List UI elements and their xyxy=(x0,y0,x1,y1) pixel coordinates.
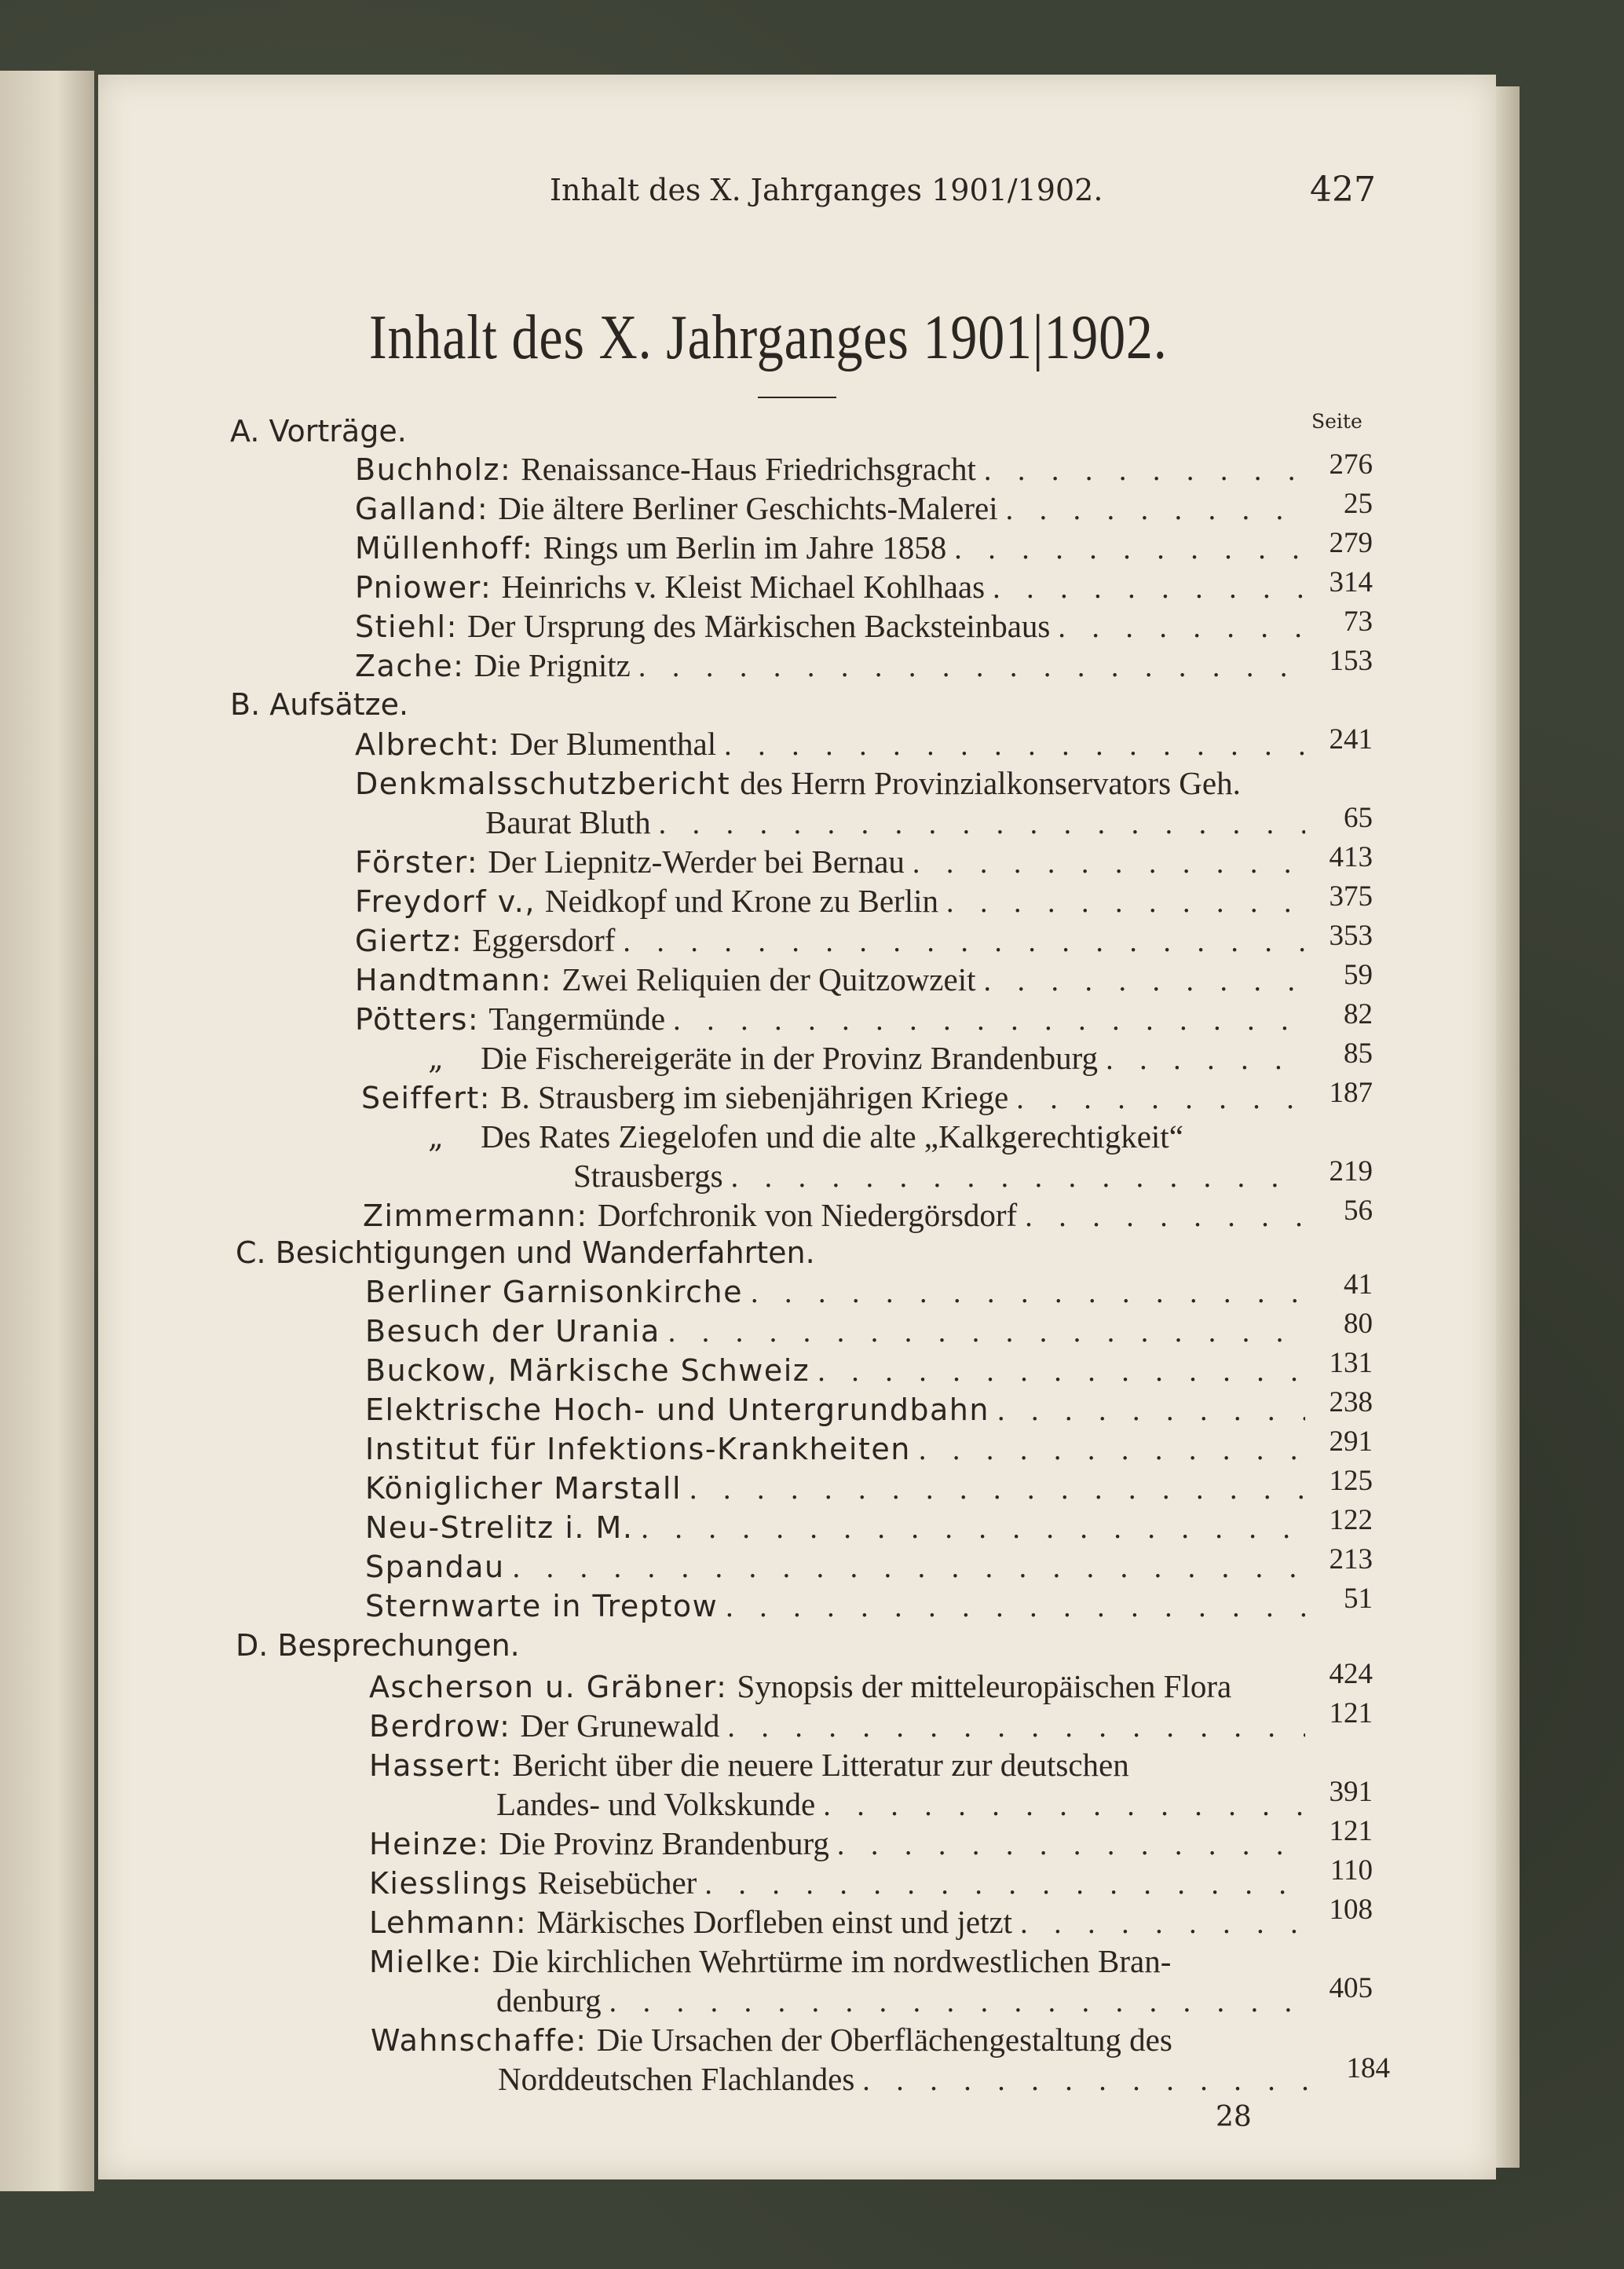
entry-title: Zwei Reliquien der Quitzowzeit xyxy=(561,961,976,997)
entry-author: Müllenhoff: xyxy=(355,531,534,565)
entry-page: 25 xyxy=(1344,488,1373,520)
toc-entry-continuation xyxy=(496,1785,1305,1828)
entry-author: Seiffert: xyxy=(361,1081,492,1115)
entry-title: Institut für Infektions-Krankheiten xyxy=(365,1432,911,1466)
leader-dots xyxy=(673,1003,1305,1038)
leader-dots xyxy=(1025,1199,1305,1234)
leader-dots xyxy=(731,1160,1305,1195)
leader-dots xyxy=(638,650,1305,684)
toc-entry xyxy=(369,1667,1329,1710)
entry-title-continuation: denburg xyxy=(496,1982,602,2018)
toc-entry xyxy=(355,607,1305,650)
running-header: Inhalt des X. Jahrganges 1901/1902. xyxy=(550,173,1103,207)
entry-page: 184 xyxy=(1346,2052,1390,2084)
leader-dots xyxy=(609,1985,1305,2019)
section-heading-b: B. Aufsätze. xyxy=(230,687,409,722)
entry-page: 73 xyxy=(1344,606,1373,638)
entry-title: Renaissance-Haus Friedrichsgracht xyxy=(521,451,976,487)
section-heading-d: D. Besprechungen. xyxy=(236,1628,520,1663)
entry-title: Die kirchlichen Wehrtürme im nordwestlichen Bran- xyxy=(492,1943,1172,1979)
leader-dots xyxy=(997,1393,1305,1428)
entry-title: Die Provinz Brandenburg xyxy=(499,1825,829,1861)
entry-author: Denkmalsschutzbericht xyxy=(355,767,731,801)
leader-dots xyxy=(954,532,1305,566)
entry-page: 405 xyxy=(1329,1972,1373,2004)
toc-entry xyxy=(355,764,1305,807)
entry-title: Berliner Garnisonkirche xyxy=(365,1275,744,1309)
toc-entry xyxy=(365,1550,1305,1592)
section-heading-a: A. Vorträge. xyxy=(230,414,407,448)
entry-title: Bericht über die neuere Litteratur zur deutschen xyxy=(512,1747,1129,1783)
entry-page: 424 xyxy=(1329,1658,1373,1690)
leader-dots xyxy=(946,885,1305,920)
toc-entry xyxy=(355,843,1305,885)
entry-page: 353 xyxy=(1329,920,1373,952)
entry-page: 391 xyxy=(1329,1776,1373,1808)
entry-title-continuation: Norddeutschen Flachlandes xyxy=(498,2061,855,2097)
leader-dots xyxy=(1106,1042,1305,1077)
entry-author: Freydorf v., xyxy=(355,884,536,919)
toc-entry xyxy=(355,646,1305,689)
ditto-mark: „ xyxy=(428,1041,444,1076)
entry-page: 291 xyxy=(1329,1425,1373,1458)
entry-page: 82 xyxy=(1344,998,1373,1030)
leader-dots xyxy=(817,1354,1305,1389)
toc-entry xyxy=(365,1432,1305,1474)
toc-entry xyxy=(369,1707,1305,1749)
left-page-edge xyxy=(0,71,94,2191)
toc-entry xyxy=(355,529,1305,571)
entry-title-continuation: Strausbergs xyxy=(573,1158,723,1194)
leader-dots xyxy=(862,2063,1329,2098)
entry-page: 41 xyxy=(1344,1268,1373,1301)
entry-title: Der Grunewald xyxy=(520,1707,720,1744)
signature-mark: 28 xyxy=(1216,2101,1252,2133)
entry-title: Die Fischereigeräte in der Provinz Brandenburg xyxy=(481,1040,1099,1076)
leader-dots xyxy=(837,1828,1305,1862)
entry-title: Märkisches Dorfleben einst und jetzt xyxy=(536,1904,1013,1940)
entry-author: Heinze: xyxy=(369,1827,490,1861)
entry-title: Die Ursachen der Oberflächengestaltung des xyxy=(596,2022,1172,2058)
entry-title: Der Ursprung des Märkischen Backsteinbaus xyxy=(467,608,1051,644)
entry-title: Synopsis der mitteleuropäischen Flora xyxy=(737,1668,1232,1704)
entry-title-continuation: Landes- und Volkskunde xyxy=(496,1786,816,1822)
entry-page: 59 xyxy=(1344,959,1373,991)
entry-page: 314 xyxy=(1329,566,1373,598)
leader-dots xyxy=(993,571,1305,606)
entry-title: Des Rates Ziegelofen und die alte „Kalkgerechtigkeit“ xyxy=(481,1118,1183,1155)
toc-entry xyxy=(355,961,1305,1003)
entry-page: 110 xyxy=(1330,1854,1373,1887)
entry-title: Der Blumenthal xyxy=(510,726,717,762)
entry-page: 241 xyxy=(1329,723,1373,756)
entry-title: Eggersdorf xyxy=(472,922,616,958)
toc-entry xyxy=(369,1942,1305,1985)
entry-author: Pötters: xyxy=(355,1002,480,1037)
toc-entry-continuation xyxy=(485,803,1305,846)
toc-entry xyxy=(365,1589,1305,1631)
entry-author: Zimmermann: xyxy=(363,1199,588,1233)
toc-entry xyxy=(355,882,1305,924)
page-number: 427 xyxy=(1310,170,1376,210)
leader-dots xyxy=(751,1275,1305,1310)
toc-entry-continuation xyxy=(496,1982,1305,2024)
entry-page: 276 xyxy=(1329,448,1373,481)
leader-dots xyxy=(659,807,1305,841)
entry-author: Wahnschaffe: xyxy=(371,2023,587,2058)
entry-page: 375 xyxy=(1329,880,1373,913)
entry-title: Der Liepnitz-Werder bei Bernau xyxy=(488,844,905,880)
entry-title: Neu-Strelitz i. M. xyxy=(365,1510,634,1545)
toc-entry xyxy=(401,1118,1305,1160)
entry-page: 122 xyxy=(1329,1504,1373,1536)
toc-entry xyxy=(365,1393,1305,1435)
leader-dots xyxy=(919,1433,1305,1467)
entry-author: Albrecht: xyxy=(355,727,501,762)
entry-page: 85 xyxy=(1344,1038,1373,1070)
leader-dots xyxy=(513,1550,1305,1585)
entry-author: Lehmann: xyxy=(369,1905,528,1940)
entry-author: Galland: xyxy=(355,492,489,526)
entry-author: Hassert: xyxy=(369,1748,503,1783)
entry-page: 187 xyxy=(1329,1077,1373,1109)
leader-dots xyxy=(913,846,1305,880)
ditto-mark: „ xyxy=(428,1120,444,1155)
entry-title: Reisebücher xyxy=(537,1865,697,1901)
leader-dots xyxy=(641,1511,1305,1546)
entry-title: Spandau xyxy=(365,1550,505,1584)
toc-entry xyxy=(369,1824,1305,1867)
leader-dots xyxy=(724,728,1305,763)
entry-author: Handtmann: xyxy=(355,963,553,997)
toc-entry xyxy=(401,1039,1305,1081)
entry-page: 131 xyxy=(1329,1347,1373,1379)
toc-entry xyxy=(369,1903,1305,1945)
leader-dots xyxy=(823,1788,1305,1823)
toc-entry xyxy=(361,1078,1305,1121)
leader-dots xyxy=(727,1710,1305,1744)
entry-author: Buchholz: xyxy=(355,452,512,487)
leader-dots xyxy=(689,1472,1305,1506)
entry-title: Die ältere Berliner Geschichts-Malerei xyxy=(498,490,998,526)
entry-page: 51 xyxy=(1344,1583,1373,1615)
entry-title: des Herrn Provinzialkonservators Geh. xyxy=(740,765,1241,801)
entry-title: Königlicher Marstall xyxy=(365,1471,682,1506)
entry-title: Dorfchronik von Niedergörsdorf xyxy=(597,1197,1018,1233)
leader-dots xyxy=(983,964,1305,998)
entry-author: Ascherson u. Gräbner: xyxy=(369,1670,728,1704)
leader-dots xyxy=(668,1315,1305,1349)
toc-entry xyxy=(355,725,1305,767)
toc-entry xyxy=(371,2021,1305,2063)
page-title: Inhalt des X. Jahrganges 1901|1902. xyxy=(369,303,1168,372)
entry-author: Pniower: xyxy=(355,570,492,605)
entry-page: 238 xyxy=(1329,1386,1373,1418)
toc-entry xyxy=(365,1510,1305,1553)
toc-entry xyxy=(365,1353,1305,1396)
toc-entry xyxy=(365,1275,1305,1317)
entry-page: 125 xyxy=(1329,1465,1373,1497)
toc-entry xyxy=(355,921,1305,964)
entry-title: Buckow, Märkische Schweiz xyxy=(365,1353,810,1388)
leader-dots xyxy=(1006,492,1305,527)
leader-dots xyxy=(1020,1906,1305,1941)
leader-dots xyxy=(984,453,1305,488)
entry-author: Stiehl: xyxy=(355,609,458,644)
entry-page: 121 xyxy=(1329,1697,1373,1729)
entry-title: Sternwarte in Treptow xyxy=(365,1589,719,1623)
section-heading-c: C. Besichtigungen und Wanderfahrten. xyxy=(236,1235,815,1270)
entry-author: Förster: xyxy=(355,845,479,880)
entry-author: Berdrow: xyxy=(369,1709,511,1744)
leader-dots xyxy=(1016,1081,1305,1116)
seite-label: Seite xyxy=(1311,410,1362,433)
toc-entry-continuation xyxy=(498,2060,1329,2102)
entry-page: 219 xyxy=(1329,1155,1373,1188)
entry-title: Die Prignitz xyxy=(474,647,631,683)
leader-dots xyxy=(704,1867,1305,1901)
toc-entry-continuation xyxy=(573,1157,1305,1199)
entry-page: 80 xyxy=(1344,1308,1373,1340)
entry-title: Rings um Berlin im Jahre 1858 xyxy=(543,529,947,565)
toc-entry xyxy=(365,1314,1305,1356)
entry-author: Zache: xyxy=(355,649,465,683)
entry-page: 121 xyxy=(1329,1815,1373,1847)
entry-page: 56 xyxy=(1344,1195,1373,1227)
entry-author: Kiesslings xyxy=(369,1866,529,1901)
entry-title: B. Strausberg im siebenjährigen Kriege xyxy=(500,1079,1009,1115)
entry-page: 108 xyxy=(1329,1894,1373,1926)
leader-dots xyxy=(726,1590,1305,1624)
entry-author: Giertz: xyxy=(355,924,463,958)
entry-title: Neidkopf und Krone zu Berlin xyxy=(545,883,938,919)
toc-entry xyxy=(355,568,1305,610)
entry-page: 153 xyxy=(1329,645,1373,677)
leader-dots xyxy=(1058,610,1305,645)
entry-title: Elektrische Hoch- und Untergrundbahn xyxy=(365,1393,989,1427)
toc-entry xyxy=(369,1864,1305,1906)
entry-author: Mielke: xyxy=(369,1945,483,1979)
entry-page: 279 xyxy=(1329,527,1373,559)
entry-page: 213 xyxy=(1329,1543,1373,1575)
title-rule xyxy=(758,397,836,398)
entry-title: Heinrichs v. Kleist Michael Kohlhaas xyxy=(501,569,986,605)
leader-dots xyxy=(623,924,1305,959)
entry-page: 65 xyxy=(1344,802,1373,834)
toc-entry xyxy=(363,1196,1305,1239)
entry-page: 413 xyxy=(1329,841,1373,873)
toc-entry xyxy=(355,489,1305,532)
entry-title: Tangermünde xyxy=(488,1001,666,1037)
page-stack-edge xyxy=(1496,86,1520,2168)
entry-title: Besuch der Urania xyxy=(365,1314,660,1349)
entry-title-continuation: Baurat Bluth xyxy=(485,804,651,840)
toc-entry xyxy=(355,1000,1305,1042)
toc-entry xyxy=(369,1746,1305,1788)
toc-entry xyxy=(355,450,1305,492)
toc-entry xyxy=(365,1471,1305,1513)
